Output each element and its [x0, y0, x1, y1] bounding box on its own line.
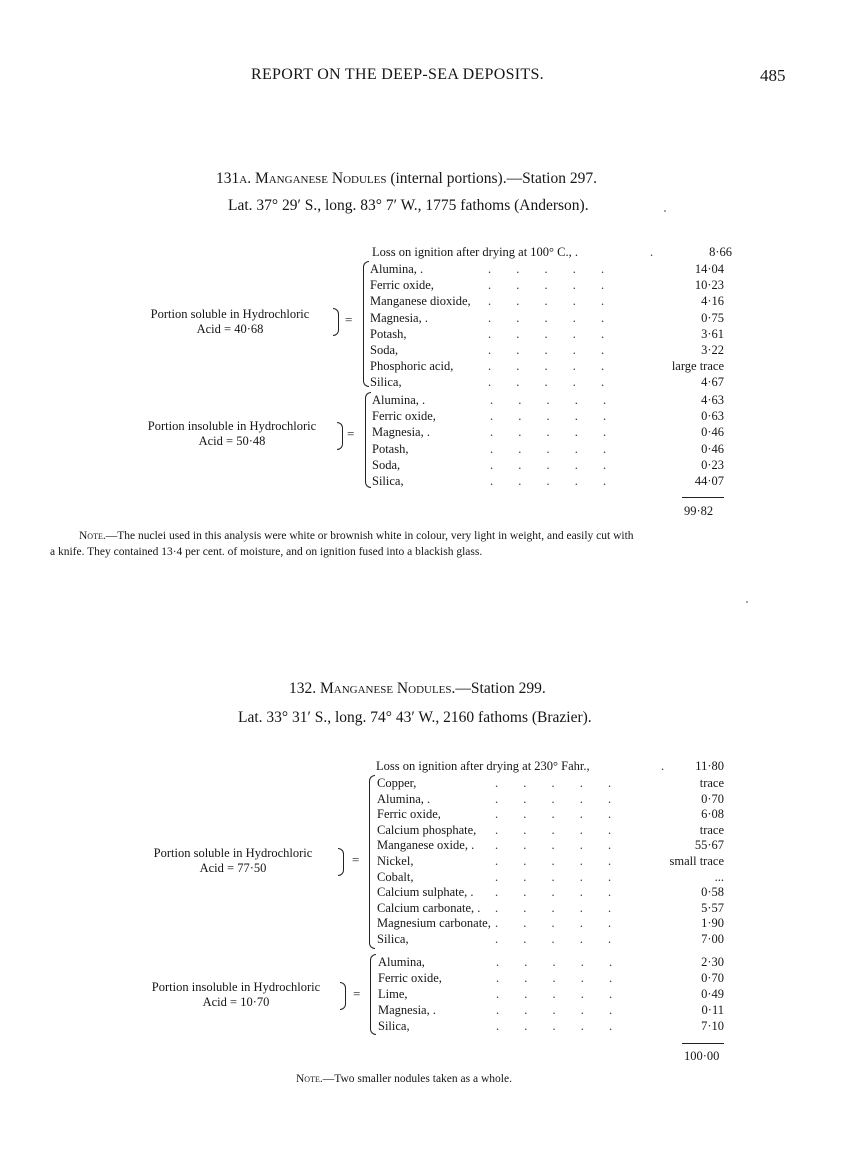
leader-dots: . . . . . — [488, 326, 605, 341]
note-text: —Two smaller nodules taken as a whole. — [322, 1073, 512, 1085]
row-value: 1·90 — [701, 916, 724, 931]
analysis-row — [370, 310, 724, 326]
row-label: Copper, — [377, 776, 417, 790]
analysis-row — [370, 342, 724, 358]
portion-label-line1: Portion insoluble in Hydrochloric — [147, 419, 317, 433]
leader-dots: . . . . . — [496, 1003, 613, 1017]
row-label: Silica, — [372, 474, 404, 488]
title-rest: (internal portions).—Station 297. — [390, 170, 597, 187]
scan-speck — [746, 601, 748, 603]
left-brace — [365, 392, 371, 488]
row-label: Silica, — [377, 932, 409, 946]
portion-label-line2: Acid = 40·68 — [196, 322, 264, 336]
row-label: Cobalt, — [377, 869, 414, 884]
row-label: Lime, — [378, 987, 408, 1001]
title-rest: .—Station 299. — [451, 680, 546, 697]
soluble-portion-label — [132, 846, 334, 876]
row-value: trace — [699, 822, 724, 837]
analysis-row — [372, 473, 724, 489]
section-131a-note-line2: a knife. They contained 13·4 per cent. of moisture, and on ignition fused into a blackish glass. — [50, 546, 483, 558]
analysis-row — [370, 277, 724, 293]
row-label: Potash, — [372, 441, 409, 456]
row-label: Magnesia, . — [370, 310, 428, 325]
row-label: Magnesia, . — [372, 425, 430, 440]
title-subject: Manganese Nodules — [254, 170, 387, 187]
leader-dots: . . . . . — [495, 807, 612, 822]
leader-dots: . . . . . — [495, 932, 612, 946]
row-value: 4·16 — [701, 294, 724, 309]
title-suffix: A — [239, 174, 248, 186]
row-value: 0·46 — [701, 441, 724, 456]
loss-on-ignition-row — [372, 244, 732, 260]
analysis-row — [377, 837, 724, 853]
leader-dots: . . . . . — [488, 294, 605, 309]
leader-dots: . . . . . — [496, 1019, 613, 1033]
analysis-row — [370, 326, 724, 342]
analysis-row — [372, 457, 724, 473]
left-brace — [363, 261, 369, 387]
note-label: Note. — [296, 1073, 323, 1085]
leader-dots: . . . . . — [490, 457, 607, 472]
total-rule — [682, 497, 724, 498]
row-value: 55·67 — [694, 838, 724, 853]
title-number: 132. — [289, 680, 317, 697]
row-label: Silica, — [378, 1019, 410, 1033]
analysis-row — [378, 970, 724, 986]
title-number: 131 — [216, 170, 240, 187]
row-label: Magnesium carbonate, — [377, 916, 491, 931]
leader-dots: . . . . . — [495, 900, 612, 915]
row-label: Soda, — [372, 457, 401, 472]
analysis-row — [370, 261, 724, 277]
row-value: small trace — [669, 854, 724, 868]
portion-label-line1: Portion soluble in Hydrochloric — [153, 846, 313, 860]
soluble-portion-label — [130, 307, 330, 337]
row-value: 4·67 — [701, 375, 724, 390]
row-value: 4·63 — [701, 393, 724, 407]
leader-dots: . — [650, 245, 654, 259]
right-brace — [338, 848, 344, 876]
leader-dots: . . . . . — [490, 474, 607, 488]
insoluble-portion-label — [134, 980, 338, 1010]
leader-dots: . . . . . — [490, 441, 607, 456]
row-value: 11·80 — [695, 759, 724, 773]
row-value: 0·70 — [701, 971, 724, 985]
row-label: Loss on ignition after drying at 230° Fahr., — [376, 759, 590, 773]
note-label: Note. — [79, 530, 106, 542]
leader-dots: . . . . . — [488, 359, 605, 374]
row-value: 8·66 — [709, 245, 732, 259]
row-label: Calcium sulphate, . — [377, 885, 474, 900]
equals-sign: = — [353, 986, 361, 1001]
left-brace — [370, 954, 376, 1035]
row-value: 0·49 — [701, 987, 724, 1001]
row-value: 3·61 — [701, 326, 724, 341]
leader-dots: . . . . . — [488, 310, 605, 325]
row-value: 6·08 — [701, 807, 724, 822]
leader-dots: . . . . . — [495, 854, 612, 868]
title-subject: Manganese Nodules — [320, 680, 452, 697]
leader-dots: . . . . . — [495, 916, 612, 931]
row-value: 2·30 — [701, 955, 724, 969]
analysis-row — [370, 358, 724, 374]
note-text: —The nuclei used in this analysis were white or brownish white in colour, very light in weight, and easily cut with — [105, 530, 634, 542]
leader-dots: . . . . . — [496, 955, 613, 969]
section-131a-total: 99·82 — [684, 504, 714, 518]
row-label: Calcium phosphate, — [377, 822, 477, 837]
row-value: 0·63 — [701, 409, 724, 424]
section-132-title — [289, 680, 546, 698]
analysis-row — [372, 441, 724, 457]
page-number: 485 — [760, 66, 786, 85]
leader-dots: . . . . . — [488, 343, 605, 357]
equals-sign: = — [345, 312, 353, 327]
leader-dots: . . . . . — [495, 776, 612, 790]
section-131a-title: 131A. Manganese Nodules (internal portions).—Station 297. — [216, 170, 597, 187]
analysis-row — [377, 791, 724, 807]
row-label: Calcium carbonate, . — [377, 900, 481, 915]
row-value: 0·23 — [701, 457, 724, 472]
leader-dots: . . . . . — [488, 375, 605, 390]
analysis-row — [377, 775, 724, 791]
analysis-row — [377, 931, 724, 947]
row-label: Potash, — [370, 326, 407, 341]
leader-dots: . — [661, 759, 665, 773]
right-brace — [340, 982, 346, 1010]
row-label: Silica, — [370, 375, 402, 390]
row-value: 5·57 — [701, 900, 724, 915]
analysis-row — [372, 408, 724, 424]
analysis-row — [378, 986, 724, 1002]
leader-dots: . . . . . — [488, 262, 605, 276]
leader-dots: . . . . . — [496, 987, 613, 1001]
analysis-row — [372, 424, 724, 440]
analysis-row — [372, 392, 724, 408]
row-value: 0·75 — [701, 310, 724, 325]
row-value: 0·11 — [701, 1003, 724, 1017]
scan-speck — [664, 210, 666, 212]
row-label: Alumina, . — [377, 791, 431, 806]
section-131a-note-line1 — [79, 528, 634, 544]
row-value: 3·22 — [701, 343, 724, 357]
row-label: Soda, — [370, 343, 399, 357]
row-value: 14·04 — [694, 262, 724, 276]
row-value: 7·10 — [701, 1019, 724, 1033]
analysis-row — [378, 1018, 724, 1034]
analysis-row — [370, 293, 724, 309]
leader-dots: . . . . . — [495, 838, 612, 853]
insoluble-portion-label — [130, 419, 334, 449]
analysis-row — [370, 374, 724, 390]
left-brace — [369, 775, 375, 949]
leader-dots: . . . . . — [490, 425, 607, 440]
section-132-location: Lat. 33° 31′ S., long. 74° 43′ W., 2160 fathoms (Brazier). — [238, 709, 592, 726]
section-131a-location: Lat. 37° 29′ S., long. 83° 7′ W., 1775 fathoms (Anderson). — [228, 197, 589, 214]
row-label: Manganese oxide, . — [377, 838, 475, 853]
row-value: trace — [699, 776, 724, 790]
leader-dots: . . . . . — [495, 885, 612, 900]
row-value: large trace — [671, 359, 724, 374]
analysis-row — [377, 900, 724, 916]
leader-dots: . . . . . — [495, 791, 612, 806]
portion-label-line2: Acid = 77·50 — [199, 861, 267, 875]
leader-dots: . . . . . — [490, 393, 607, 407]
row-label: Alumina, . — [372, 393, 426, 407]
row-value: ... — [714, 869, 724, 884]
row-value: 0·70 — [701, 791, 724, 806]
leader-dots: . . . . . — [490, 409, 607, 424]
right-brace — [333, 308, 339, 336]
row-value: 0·58 — [701, 885, 724, 900]
running-header: REPORT ON THE DEEP-SEA DEPOSITS. — [251, 66, 544, 83]
row-value: 0·46 — [701, 425, 724, 440]
total-rule — [682, 1043, 724, 1044]
leader-dots: . . . . . — [496, 971, 613, 985]
analysis-row — [377, 806, 724, 822]
analysis-row — [377, 869, 724, 885]
row-value: 7·00 — [701, 932, 724, 946]
row-label: Ferric oxide, — [370, 278, 434, 293]
row-label: Nickel, — [377, 854, 414, 868]
row-label: Magnesia, . — [378, 1003, 436, 1017]
leader-dots: . . . . . — [495, 822, 612, 837]
loss-on-ignition-row — [376, 758, 724, 774]
portion-label-line1: Portion insoluble in Hydrochloric — [151, 980, 321, 994]
analysis-row — [377, 884, 724, 900]
leader-dots: . . . . . — [495, 869, 612, 884]
leader-dots: . . . . . — [488, 278, 605, 293]
analysis-row — [378, 1002, 724, 1018]
equals-sign: = — [352, 852, 360, 867]
row-label: Ferric oxide, — [378, 971, 442, 985]
row-value: 44·07 — [694, 474, 724, 488]
row-label: Ferric oxide, — [372, 409, 436, 424]
analysis-row — [377, 822, 724, 838]
portion-label-line2: Acid = 10·70 — [202, 995, 270, 1009]
row-label: Alumina, — [378, 955, 425, 969]
analysis-row — [377, 853, 724, 869]
section-132-note — [296, 1071, 512, 1087]
row-value: 10·23 — [694, 278, 724, 293]
portion-label-line1: Portion soluble in Hydrochloric — [150, 307, 310, 321]
analysis-row — [377, 915, 724, 931]
row-label: Alumina, . — [370, 262, 424, 276]
right-brace — [337, 422, 343, 450]
row-label: Ferric oxide, — [377, 807, 441, 822]
analysis-row — [378, 954, 724, 970]
row-label: Loss on ignition after drying at 100° C., . — [372, 245, 579, 259]
portion-label-line2: Acid = 50·48 — [198, 434, 266, 448]
row-label: Manganese dioxide, — [370, 294, 471, 309]
equals-sign: = — [347, 426, 355, 441]
row-label: Phosphoric acid, — [370, 359, 454, 374]
section-132-total: 100·00 — [684, 1049, 720, 1063]
